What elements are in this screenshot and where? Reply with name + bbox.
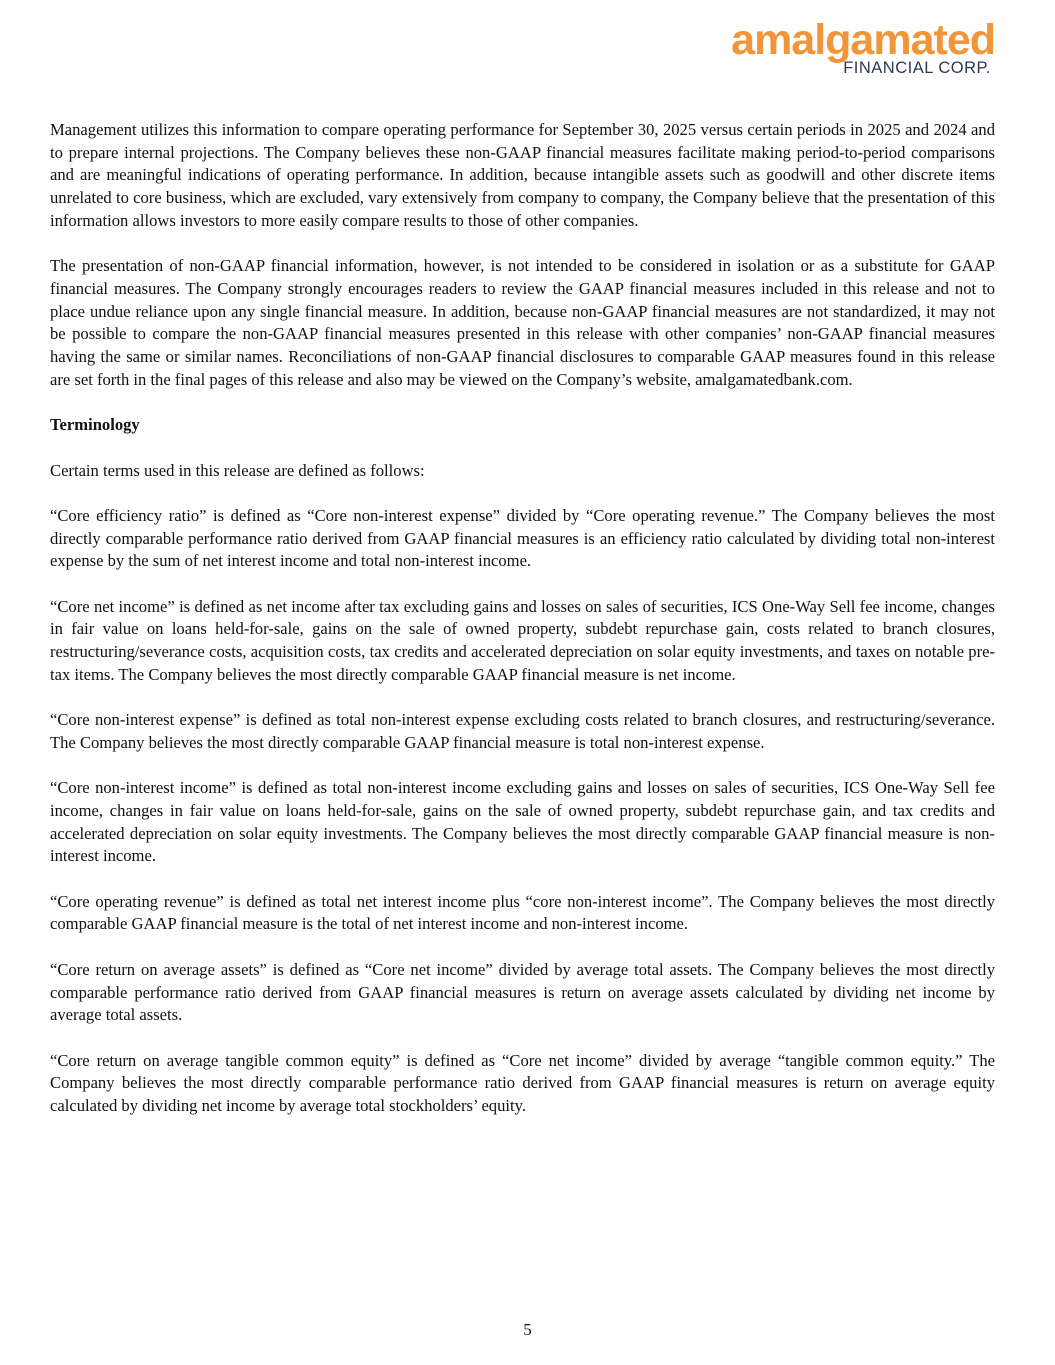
definition-core-efficiency-ratio: “Core efficiency ratio” is defined as “Core non-interest expense” divided by “Core operating revenue.” The Company believes the most directly comparable performance ratio derived from GAAP financial measures is an efficiency ratio calculated by dividing total non-interest expense by the sum of net interest income and total non-interest income. bbox=[50, 505, 995, 571]
definition-core-non-interest-expense: “Core non-interest expense” is defined as total non-interest expense excluding costs related to branch closures, and restructuring/severance. The Company believes the most directly comparable GAAP financial measure is total non-interest expense. bbox=[50, 710, 995, 752]
paragraph: Certain terms used in this release are defined as follows: bbox=[50, 460, 425, 480]
definition-core-non-interest-income: “Core non-interest income” is defined as total non-interest income excluding gains and losses on sales of securities, ICS One-Way Sell fee income, changes in fair value on loans held-for-sale, gains on the sale of owned property, subdebt repurchase gain, and tax credits and accelerated depreciation on solar equity investments. The Company believes the most directly comparable GAAP financial measure is non-interest income. bbox=[50, 778, 995, 866]
definition-core-roaa: “Core return on average assets” is defined as “Core net income” divided by average total assets. The Company believes the most directly comparable performance ratio derived from GAAP financial measures is return on average assets calculated by dividing net income by average total assets. bbox=[50, 959, 995, 1025]
paragraph: The presentation of non-GAAP financial information, however, is not intended to be considered in isolation or as a substitute for GAAP financial measures. The Company strongly encourages readers to review the GAAP financial measures included in this release and not to place undue reliance upon any single financial measure. In addition, because non-GAAP financial measures are not standardized, it may not be possible to compare the non-GAAP financial measures presented in this release with other companies’ non-GAAP financial measures having the same or similar names. Reconciliations of non-GAAP financial disclosures to comparable GAAP measures found in this release are set forth in the final pages of this release and also may be viewed on the Company’s website, amalgamatedbank.com. bbox=[50, 256, 995, 389]
logo-brand: amalgamated bbox=[731, 16, 995, 64]
section-heading: Terminology bbox=[50, 415, 140, 435]
page-number: 5 bbox=[523, 1320, 532, 1339]
definition-core-operating-revenue: “Core operating revenue” is defined as total net interest income plus “core non-interest income”. The Company believes the most directly comparable GAAP financial measure is the total of net interest income and non-interest income. bbox=[50, 891, 995, 934]
paragraph: Management utilizes this information to compare operating performance for September 30, 2025 versus certain periods in 2025 and 2024 and to prepare internal projections. The Company believes these non-GAAP financial measures facilitate making period-to-period comparisons and are meaningful indications of operating performance. In addition, because intangible assets such as goodwill and other discrete items unrelated to core business, which are excluded, vary extensively from company to company, the Company believe that the presentation of this information allows investors to more easily compare results to those of other companies. bbox=[50, 120, 995, 230]
definition-core-net-income: “Core net income” is defined as net income after tax excluding gains and losses on sales of securities, ICS One-Way Sell fee income, changes in fair value on loans held-for-sale, gains on the sale of owned property, subdebt repurchase gain, costs related to branch closures, restructuring/severance costs, acquisition costs, tax credits and accelerated depreciation on solar equity investments, and taxes on notable pre-tax items. The Company believes the most directly comparable GAAP financial measure is net income. bbox=[50, 596, 995, 684]
document-body bbox=[50, 119, 995, 1140]
logo-subtitle: FINANCIAL CORP. bbox=[843, 59, 991, 77]
company-logo bbox=[731, 16, 995, 77]
definition-core-rotce: “Core return on average tangible common equity” is defined as “Core net income” divided by average “tangible common equity.” The Company believes the most directly comparable performance ratio derived from GAAP financial measures is return on average equity calculated by dividing net income by average total stockholders’ equity. bbox=[50, 1050, 995, 1116]
